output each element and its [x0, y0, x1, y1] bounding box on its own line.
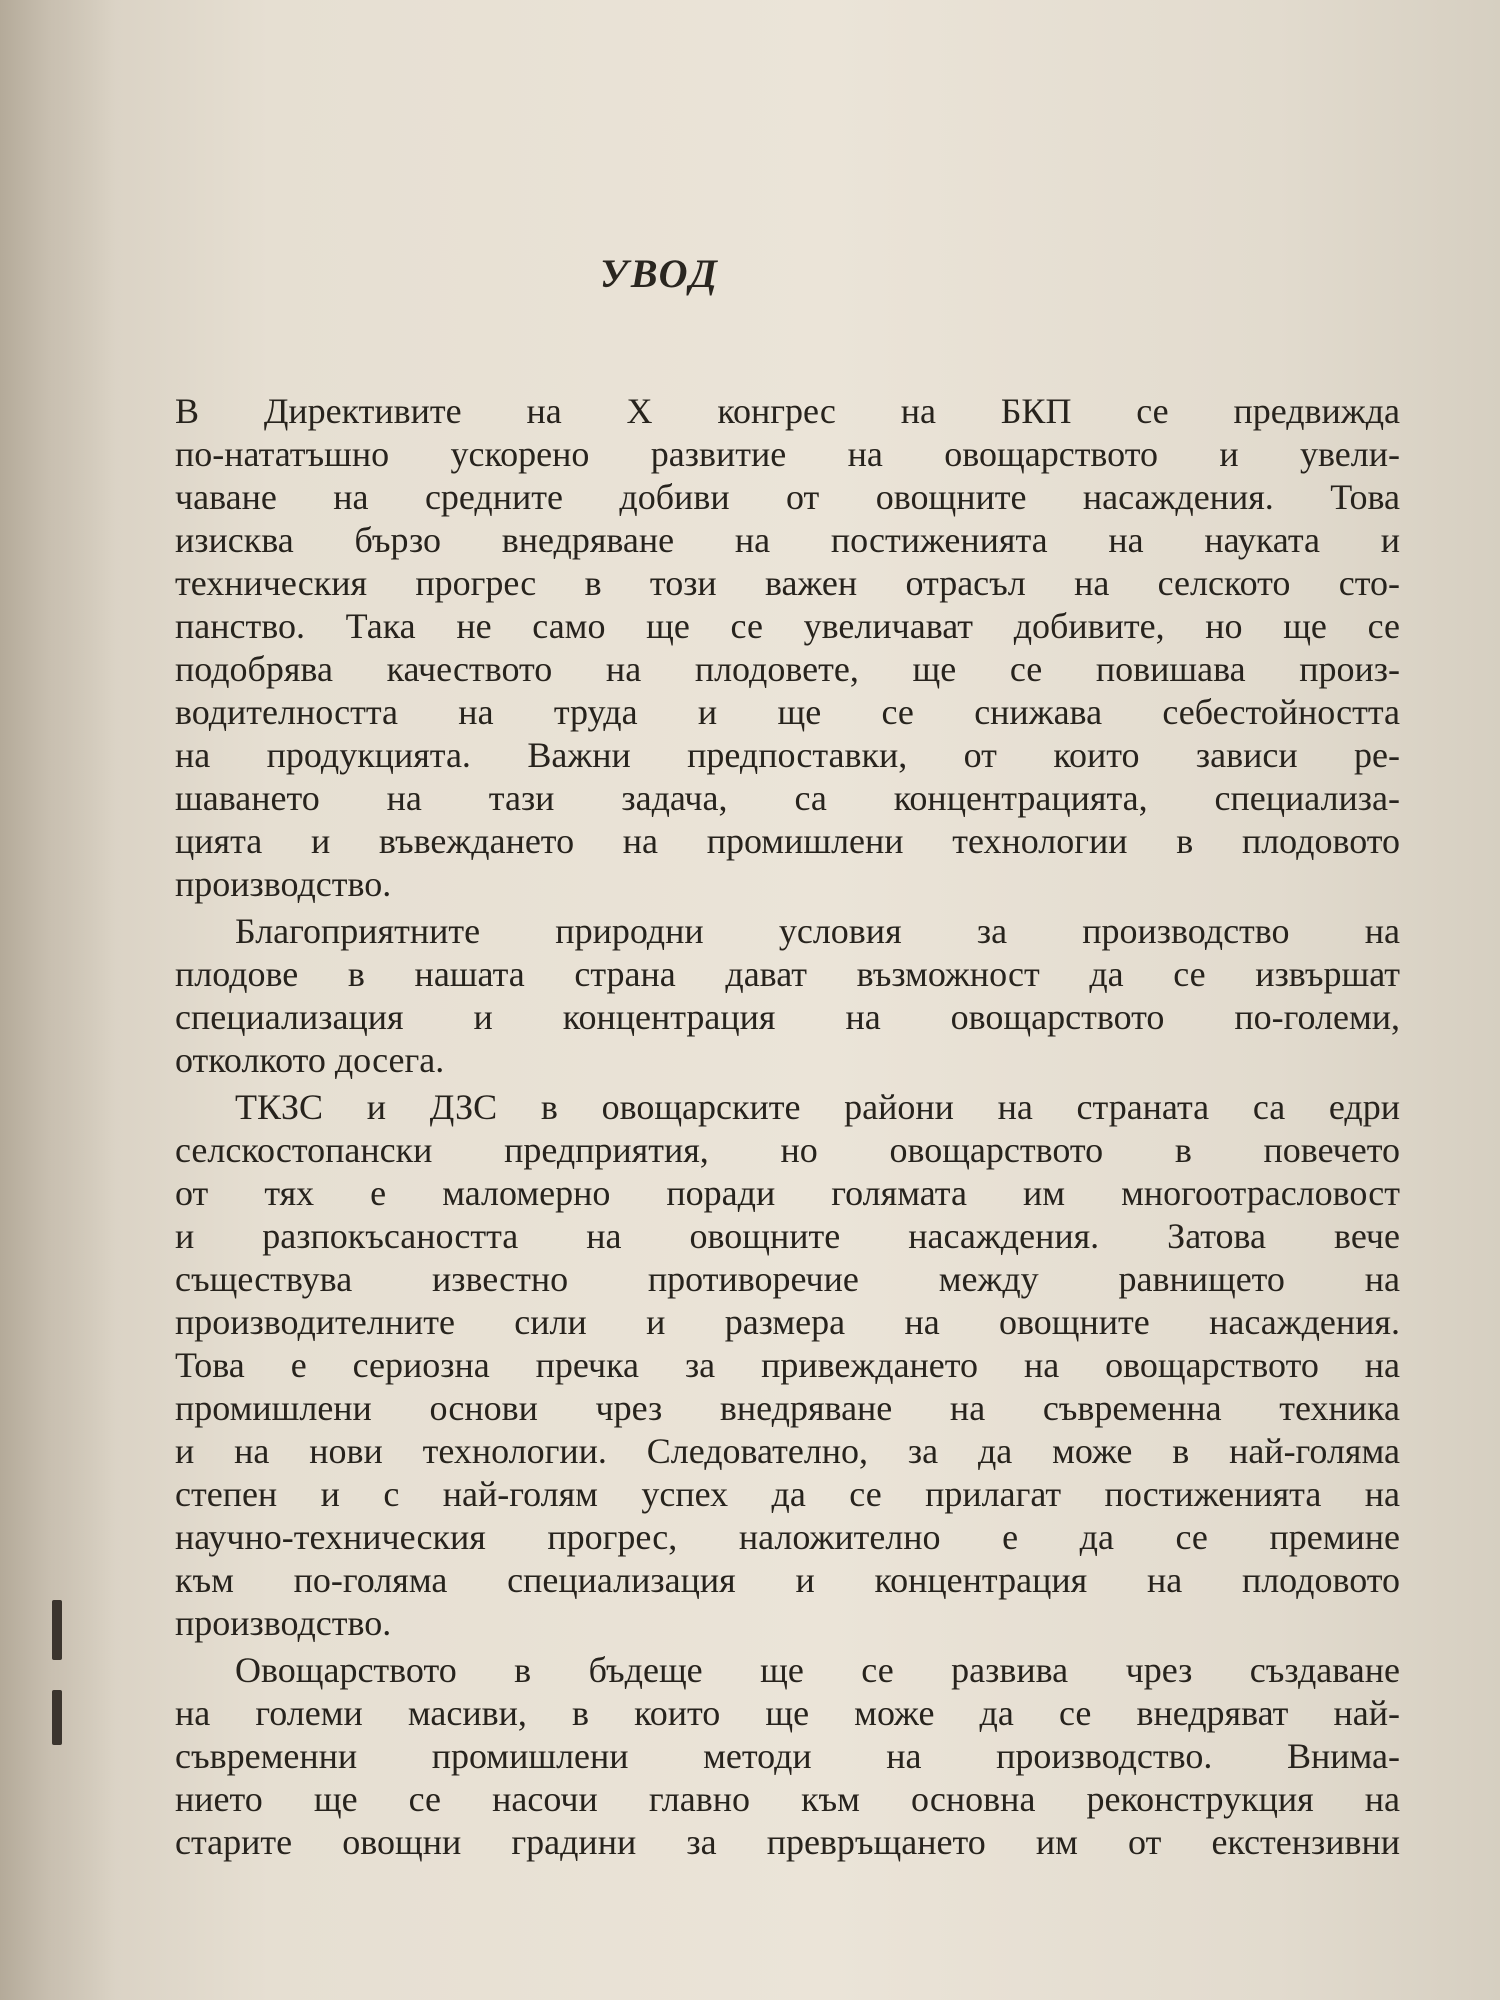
text-line: степен и с най-голям успех да се прилагат постиженията на: [175, 1474, 1400, 1514]
text-line: подобрява качеството на плодовете, ще се повишава произ-: [175, 649, 1400, 689]
paragraph-4: [175, 1649, 1400, 1864]
binding-staple: [52, 1600, 62, 1660]
text-line: съществува известно противоречие между равнището на: [175, 1259, 1400, 1299]
text-line: научно-техническия прогрес, наложително е да се премине: [175, 1517, 1400, 1557]
text-line: по-нататъшно ускорено развитие на овощарството и увели-: [175, 434, 1400, 474]
text-line: от тях е маломерно поради голямата им многоотрасловост: [175, 1173, 1400, 1213]
body-text: [175, 390, 1400, 1868]
text-line: техническия прогрес в този важен отрасъл на селското сто-: [175, 563, 1400, 603]
text-line: старите овощни градини за превръщането им от екстензивни: [175, 1822, 1400, 1862]
text-line: изисква бързо внедряване на постиженията на науката и: [175, 520, 1400, 560]
binding-staple: [52, 1690, 62, 1745]
text-line: на продукцията. Важни предпоставки, от които зависи ре-: [175, 735, 1400, 775]
paragraph-2: [175, 910, 1400, 1082]
text-line: ТКЗС и ДЗС в овощарските райони на страната са едри: [235, 1087, 1400, 1127]
text-line: и на нови технологии. Следователно, за да може в най-голяма: [175, 1431, 1400, 1471]
text-line: шаването на тази задача, са концентрацията, специализа-: [175, 778, 1400, 818]
text-line: отколкото досега.: [175, 1040, 445, 1080]
text-line: към по-голяма специализация и концентрация на плодовото: [175, 1560, 1400, 1600]
text-line: на големи масиви, в които ще може да се внедряват най-: [175, 1693, 1400, 1733]
text-line: плодове в нашата страна дават възможност да се извършат: [175, 954, 1400, 994]
text-line: специализация и концентрация на овощарството по-големи,: [175, 997, 1400, 1037]
text-line: Овощарството в бъдеще ще се развива чрез създаване: [235, 1650, 1400, 1690]
text-line: нието ще се насочи главно към основна реконструкция на: [175, 1779, 1400, 1819]
text-line: производство.: [175, 1603, 392, 1643]
page-title: УВОД: [600, 251, 720, 296]
text-line: водителността на труда и ще се снижава себестойността: [175, 692, 1400, 732]
text-line: производство.: [175, 864, 392, 904]
text-line: съвременни промишлени методи на производство. Внима-: [175, 1736, 1400, 1776]
text-line: промишлени основи чрез внедряване на съвременна техника: [175, 1388, 1400, 1428]
text-line: селскостопански предприятия, но овощарството в повечето: [175, 1130, 1400, 1170]
text-line: панство. Така не само ще се увеличават добивите, но ще се: [175, 606, 1400, 646]
text-line: В Директивите на X конгрес на БКП се предвижда: [175, 391, 1400, 431]
text-line: чаване на средните добиви от овощните насаждения. Това: [175, 477, 1400, 517]
text-line: производителните сили и размера на овощните насаждения.: [175, 1302, 1400, 1342]
text-line: и разпокъсаността на овощните насаждения. Затова вече: [175, 1216, 1400, 1256]
paragraph-3: [175, 1086, 1400, 1645]
text-line: цията и въвеждането на промишлени технологии в плодовото: [175, 821, 1400, 861]
text-line: Благоприятните природни условия за производство на: [235, 911, 1400, 951]
paragraph-1: [175, 390, 1400, 906]
text-line: Това е сериозна пречка за привеждането на овощарството на: [175, 1345, 1400, 1385]
